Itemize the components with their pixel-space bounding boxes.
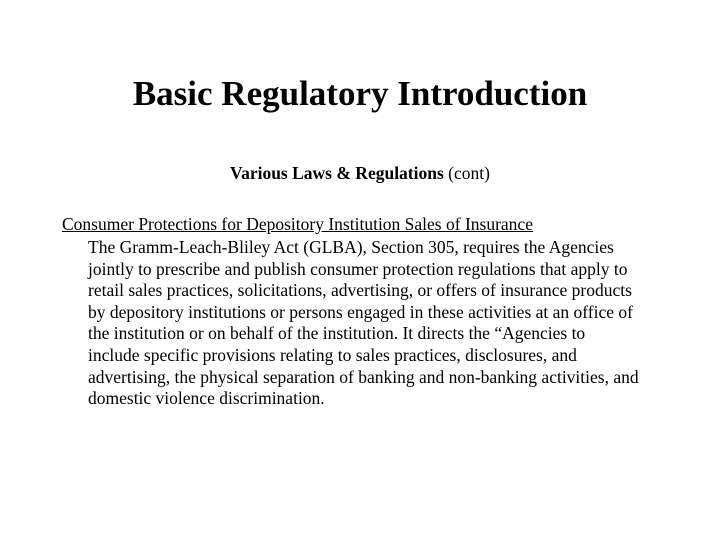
body-line: domestic violence discrimination. (88, 388, 325, 409)
subtitle-bold: Various Laws & Regulations (230, 163, 444, 183)
body-line: include specific provisions relating to sales practices, disclosures, and (88, 344, 577, 365)
body-line: jointly to prescribe and publish consumer protection regulations that apply to (88, 258, 628, 279)
section-heading: Consumer Protections for Depository Institution Sales of Insurance (62, 214, 533, 234)
slide-subtitle (0, 163, 720, 184)
body-line: advertising, the physical separation of banking and non-banking activities, and (88, 366, 639, 387)
body-line: The Gramm-Leach-Bliley Act (GLBA), Section 305, requires the Agencies (88, 237, 614, 257)
slide-title: Basic Regulatory Introduction (132, 74, 588, 113)
subtitle-suffix: (cont) (443, 163, 490, 183)
body-line: the institution or on behalf of the institution. It directs the “Agencies to (88, 323, 586, 344)
body-paragraph (88, 237, 639, 410)
body-line: retail sales practices, solicitations, advertising, or offers of insurance products (88, 280, 632, 301)
body-line: by depository institutions or persons engaged in these activities at an office of (88, 301, 633, 322)
